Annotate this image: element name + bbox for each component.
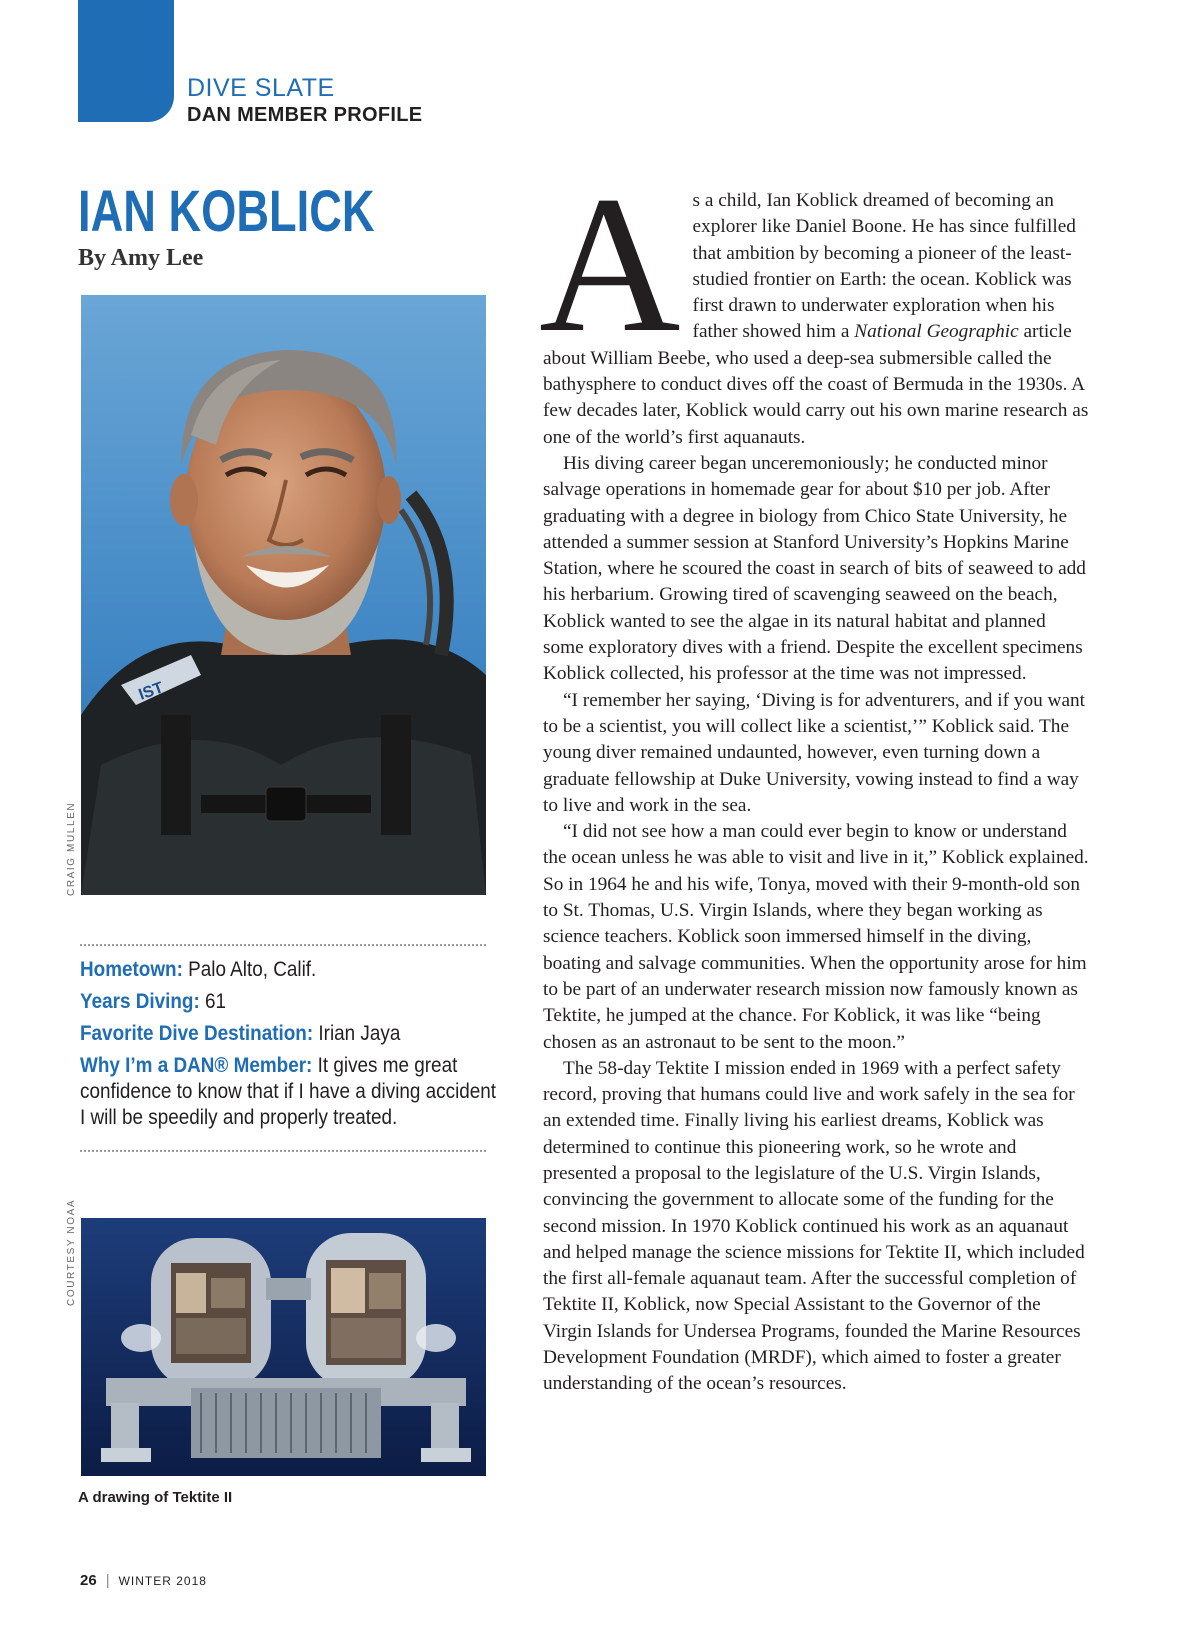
tektite-drawing (81, 1218, 486, 1476)
fact-label: Why I’m a DAN® Member: (80, 1054, 313, 1077)
article-paragraph: “I did not see how a man could ever begin to know or understand the ocean unless he was able to visit and live in it,” Koblick explained. So in 1964 he and his wife, Tonya, moved with their 9-month-old son to St. Thomas, U.S. Virgin Islands, where they began working as science teachers. Koblick soon immersed himself in the diving, boating and salvage communities. When the opportunity arose for him to be part of an underwater research mission now famously known as Tektite, he jumped at the chance. For Koblick, it was like “being chosen as an astronaut to be sent to the moon.” (543, 821, 1089, 1053)
publication-title: National Geographic (854, 321, 1019, 343)
page-footer (80, 1572, 207, 1589)
profile-name: IAN KOBLICK (78, 179, 375, 244)
fact-value: 61 (199, 990, 227, 1013)
article-paragraph (539, 156, 1091, 451)
bottom-dotted-divider (80, 1150, 486, 1152)
fact-value: Palo Alto, Calif. (182, 958, 317, 981)
fact-value: It gives me great confidence to know that if I have a diving accident I will be speedily and properly treated. (80, 1054, 497, 1129)
paragraph-text: s a child, Ian Koblick dreamed of becoming an explorer like Daniel Boone. He has since fulfilled that ambition by becoming a pioneer of the least-studied frontier on Earth: the ocean. Koblick was first drawn to underwater exploration when his father showed him a (692, 190, 1076, 343)
article-paragraph: His diving career began unceremoniously; he conducted minor salvage operations in homemade gear for about $10 per job. After graduating with a degree in biology from Chico State University, he attended a summer session at Stanford University’s Hopkins Marine Station, where he scoured the coast in search of bits of seaweed to add his herbarium. Growing tired of scavenging seaweed on the beach, Koblick wanted to see the algae in its natural habitat and planned some exploratory dives with a friend. Despite the excellent specimens Koblick collected, his professor at the time was not impressed. (543, 452, 1086, 685)
section-header (187, 74, 422, 128)
footer-separator: | (105, 1572, 110, 1589)
article-body (539, 156, 1091, 1398)
article-paragraph: The 58-day Tektite I mission ended in 1969 with a perfect safety record, proving that humans could live and work safely in the sea for an extended time. Finally living his earliest dreams, Koblick was determined to continue this pioneering work, so he wrote and presented a proposal to the legislature of the U.S. Virgin Islands, convincing the government to allocate some of the funding for the second mission. In 1970 Koblick continued his work as an aquanaut and helped manage the science missions for Tektite II, which included the first all-female aquanaut team. After the successful completion of Tektite II, Koblick, now Special Assistant to the Governor of the Virgin Islands for Undersea Programs, founded the Marine Resources Development Foundation (MRDF), which aimed to foster a greater understanding of the ocean’s resources. (543, 1057, 1085, 1395)
photo-credit: CRAIG MULLEN (66, 801, 77, 896)
fact-favorite-destination (80, 1021, 500, 1047)
svg-text:IST: IST (136, 679, 166, 704)
portrait-photo (81, 295, 486, 895)
member-facts (80, 957, 500, 1137)
tektite-illustration (81, 1218, 486, 1476)
portrait-illustration (81, 295, 486, 895)
top-dotted-divider (80, 944, 486, 946)
fact-label: Hometown: (80, 958, 183, 981)
drawing-caption: A drawing of Tektite II (78, 1489, 233, 1506)
page-number: 26 (80, 1572, 97, 1589)
fact-label: Favorite Dive Destination: (80, 1022, 314, 1045)
drop-cap: A (539, 156, 681, 373)
fact-years-diving (80, 989, 500, 1015)
article-paragraph: “I remember her saying, ‘Diving is for adventurers, and if you want to be a scientist, you will collect like a scientist,’” Koblick said. The young diver remained undaunted, however, even turning down a graduate fellowship at Duke University, vowing instead to find a way to live and work in the sea. (543, 689, 1086, 816)
section-tab-block (78, 0, 174, 122)
paragraph-text: article about William Beebe, who used a deep-sea submersible called the bathysphere to conduct dives off the coast of Bermuda in the 1930s. A few decades later, Koblick would carry out his own marine research as one of the world’s first aquanauts. (543, 321, 1089, 448)
drawing-credit: COURTESY NOAA (66, 1198, 77, 1306)
byline: By Amy Lee (78, 245, 204, 271)
section-name: DIVE SLATE (187, 74, 335, 102)
fact-value: Irian Jaya (313, 1022, 401, 1045)
section-subtitle: DAN MEMBER PROFILE (187, 104, 423, 126)
fact-hometown (80, 957, 500, 983)
fact-label: Years Diving: (80, 990, 200, 1013)
fact-why-member (80, 1053, 500, 1131)
issue-label: WINTER 2018 (118, 1574, 207, 1588)
